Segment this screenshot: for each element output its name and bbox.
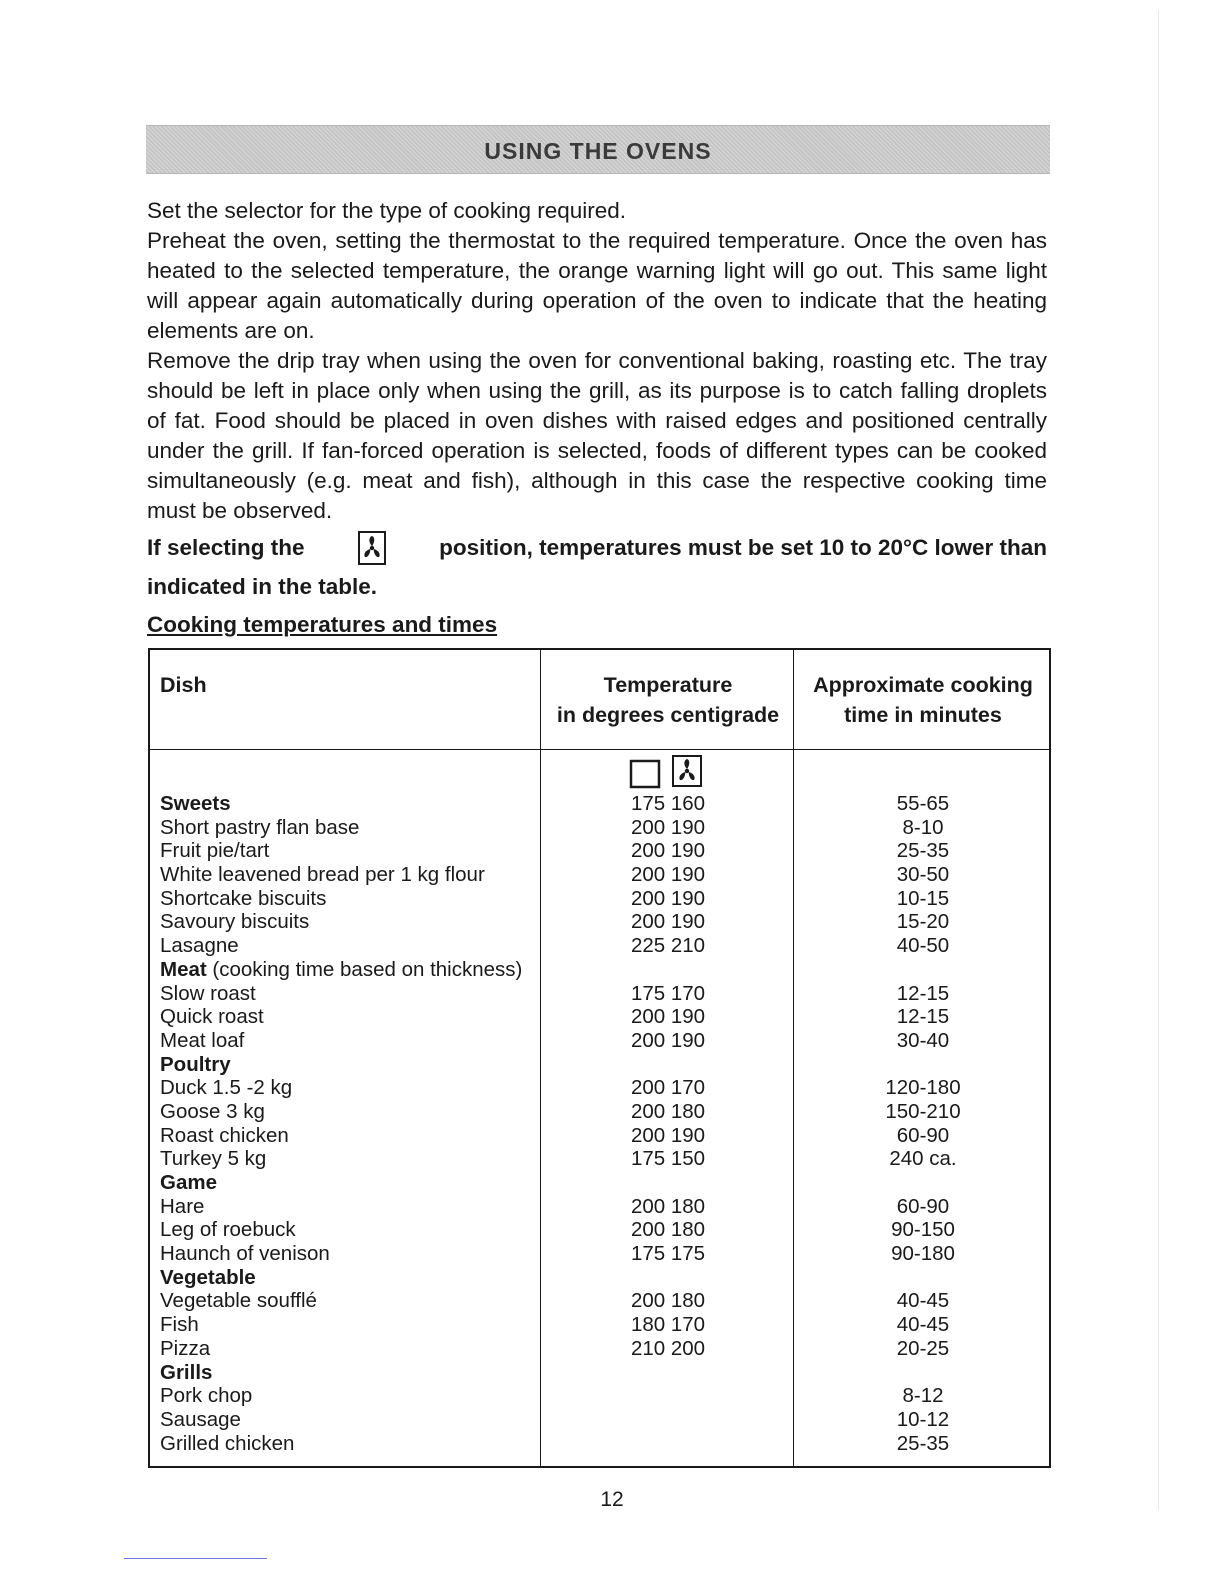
- note-line-1: [147, 528, 1047, 567]
- temperature-cell: 210 200: [630, 1336, 706, 1360]
- header-temperature-line2: in degrees centigrade: [556, 703, 780, 727]
- oven-mode-icons: [628, 752, 718, 792]
- fan-oven-icon: [358, 531, 386, 565]
- time-cell: [795, 1053, 1051, 1077]
- temperature-cell: [542, 1266, 794, 1290]
- temperature-cell: [542, 1053, 794, 1077]
- temperature-cell: 200 180: [630, 1218, 706, 1242]
- category-heading: [160, 1053, 540, 1077]
- temperature-cell: 200 190: [630, 1123, 706, 1147]
- dish-cell: Meat loaf: [160, 1028, 245, 1052]
- time-cell: 60-90: [896, 1194, 950, 1218]
- intro-text: [147, 196, 1047, 526]
- note-text-before: If selecting the: [147, 535, 305, 560]
- temperature-cell: 200 180: [630, 1289, 706, 1313]
- category-heading: [160, 1266, 540, 1290]
- time-cell: 90-180: [891, 1242, 955, 1266]
- temperature-cell: 200 180: [630, 1194, 706, 1218]
- temperature-cell: [542, 958, 794, 982]
- dish-cell: Haunch of venison: [160, 1242, 330, 1266]
- intro-paragraph: Set the selector for the type of cooking required.: [147, 198, 627, 223]
- time-cell: 10-15: [896, 886, 950, 910]
- time-cell: 30-40: [896, 1028, 950, 1052]
- header-time-line2: time in minutes: [844, 703, 1002, 727]
- temperature-cell: 200 190: [630, 1005, 706, 1029]
- dish-cell: Goose 3 kg: [160, 1099, 265, 1123]
- time-cell: [795, 1171, 1051, 1195]
- time-cell: 20-25: [896, 1336, 950, 1360]
- category-heading: [160, 792, 540, 816]
- time-cell: 25-35: [896, 839, 950, 863]
- temperature-cell: 200 190: [630, 910, 706, 934]
- page-edge-rule: [1158, 10, 1159, 1510]
- dish-cell: Roast chicken: [160, 1123, 289, 1147]
- category-label: Game: [160, 1171, 217, 1194]
- time-cell: 12-15: [896, 981, 950, 1005]
- time-cell: 15-20: [896, 910, 950, 934]
- temperature-cell: [542, 1171, 794, 1195]
- temperature-cell: 175 160: [630, 792, 706, 815]
- header-temperature: [542, 670, 794, 730]
- time-cell: 120-180: [885, 1076, 961, 1100]
- category-label: Sweets: [160, 792, 231, 815]
- header-time-line1: Approximate cooking: [813, 673, 1033, 697]
- header-divider: [150, 749, 1049, 750]
- temperature-cell: 175 150: [630, 1147, 706, 1171]
- time-cell: 240 ca.: [889, 1147, 957, 1171]
- temperature-cell: 180 170: [630, 1313, 706, 1337]
- temperature-cell: [542, 1408, 794, 1432]
- category-heading: [160, 958, 540, 982]
- dish-cell: Fish: [160, 1313, 199, 1337]
- time-cell: [795, 1361, 1051, 1385]
- cooking-table: [148, 648, 1051, 1468]
- footer-rule: [124, 1558, 267, 1559]
- intro-paragraph: Preheat the oven, setting the thermostat to the required temperature. Once the oven has heated to the selected temperature, the orange warning light will go out. This same light will appear again automatically during operation of the oven to indicate that the heating elements are on.: [147, 228, 1047, 343]
- temperature-cell: 200 190: [630, 886, 706, 910]
- category-label: Vegetable: [160, 1265, 256, 1289]
- dish-cell: White leavened bread per 1 kg flour: [160, 863, 485, 887]
- page-number: 12: [600, 1488, 624, 1511]
- temperature-cell: 200 190: [630, 863, 706, 887]
- header-time: [795, 670, 1051, 730]
- time-cell: 90-150: [891, 1218, 955, 1242]
- dish-cell: Quick roast: [160, 1005, 264, 1029]
- time-cell: 25-35: [896, 1431, 950, 1455]
- fan-temperature-note: [147, 528, 1047, 606]
- time-cell: [795, 1266, 1051, 1290]
- dish-cell: Turkey 5 kg: [160, 1147, 267, 1171]
- dish-cell: Grilled chicken: [160, 1431, 295, 1455]
- time-cell: 60-90: [896, 1123, 950, 1147]
- time-column: [795, 792, 1051, 1455]
- category-heading: [160, 1171, 540, 1195]
- temperature-column: [542, 792, 794, 1455]
- conventional-oven-icon: [631, 761, 659, 787]
- fan-oven-icon: [673, 756, 701, 786]
- dish-cell: Duck 1.5 -2 kg: [160, 1076, 293, 1100]
- header-dish: Dish: [160, 673, 207, 697]
- dish-cell: Short pastry flan base: [160, 815, 360, 839]
- dish-cell: Pork chop: [160, 1384, 253, 1408]
- dish-cell: Shortcake biscuits: [160, 886, 327, 910]
- temperature-cell: [542, 1432, 794, 1456]
- category-label: Grills: [160, 1360, 213, 1384]
- temperature-cell: 175 175: [630, 1242, 706, 1266]
- dish-cell: Vegetable soufflé: [160, 1289, 317, 1313]
- time-cell: 8-10: [902, 815, 944, 839]
- temperature-cell: 200 190: [630, 1028, 706, 1052]
- time-cell: [795, 958, 1051, 982]
- temperature-cell: 200 190: [630, 815, 706, 839]
- time-cell: 30-50: [896, 863, 950, 887]
- note-text-after: position, temperatures must be set 10 to 20°C lower than: [439, 535, 1047, 560]
- category-heading: [160, 1361, 540, 1385]
- dish-cell: Fruit pie/tart: [160, 839, 270, 863]
- header-temperature-line1: Temperature: [603, 673, 733, 697]
- dish-cell: Leg of roebuck: [160, 1218, 296, 1242]
- dish-cell: Savoury biscuits: [160, 910, 310, 934]
- section-banner: [146, 125, 1050, 174]
- time-cell: 40-50: [896, 934, 950, 958]
- category-note: (cooking time based on thickness): [206, 957, 523, 981]
- time-cell: 12-15: [896, 1005, 950, 1029]
- category-label: Meat: [160, 957, 207, 981]
- dish-cell: Hare: [160, 1194, 205, 1218]
- temperature-cell: 200 180: [630, 1099, 706, 1123]
- temperature-cell: 175 170: [630, 981, 706, 1005]
- temperature-cell: [542, 1384, 794, 1408]
- dish-cell: Pizza: [160, 1336, 211, 1360]
- temperature-cell: 200 170: [630, 1076, 706, 1100]
- time-cell: 55-65: [896, 792, 950, 815]
- page-title: USING THE OVENS: [484, 137, 712, 164]
- section-heading: Cooking temperatures and times: [147, 612, 498, 637]
- dish-cell: Sausage: [160, 1407, 241, 1431]
- dish-column: [160, 792, 540, 1455]
- column-divider: [540, 650, 541, 1466]
- temperature-cell: 225 210: [630, 934, 706, 958]
- time-cell: 10-12: [896, 1407, 950, 1431]
- time-cell: 8-12: [902, 1384, 944, 1408]
- dish-cell: Lasagne: [160, 934, 239, 958]
- time-cell: 40-45: [896, 1313, 950, 1337]
- temperature-cell: 200 190: [630, 839, 706, 863]
- dish-cell: Slow roast: [160, 981, 256, 1005]
- note-line-2: indicated in the table.: [147, 574, 378, 599]
- time-cell: 150-210: [885, 1099, 961, 1123]
- time-cell: 40-45: [896, 1289, 950, 1313]
- intro-paragraph: Remove the drip tray when using the oven for conventional baking, roasting etc. The tray should be left in place only when using the grill, as its purpose is to catch falling droplets of fat. Food should be placed in oven dishes with raised edges and positioned centrally under the grill. If fan-forced operation is selected, foods of different types can be cooked simultaneously (e.g. meat and fish), although in this case the respective cooking time must be observed.: [147, 348, 1047, 523]
- category-label: Poultry: [160, 1052, 231, 1076]
- temperature-cell: [542, 1361, 794, 1385]
